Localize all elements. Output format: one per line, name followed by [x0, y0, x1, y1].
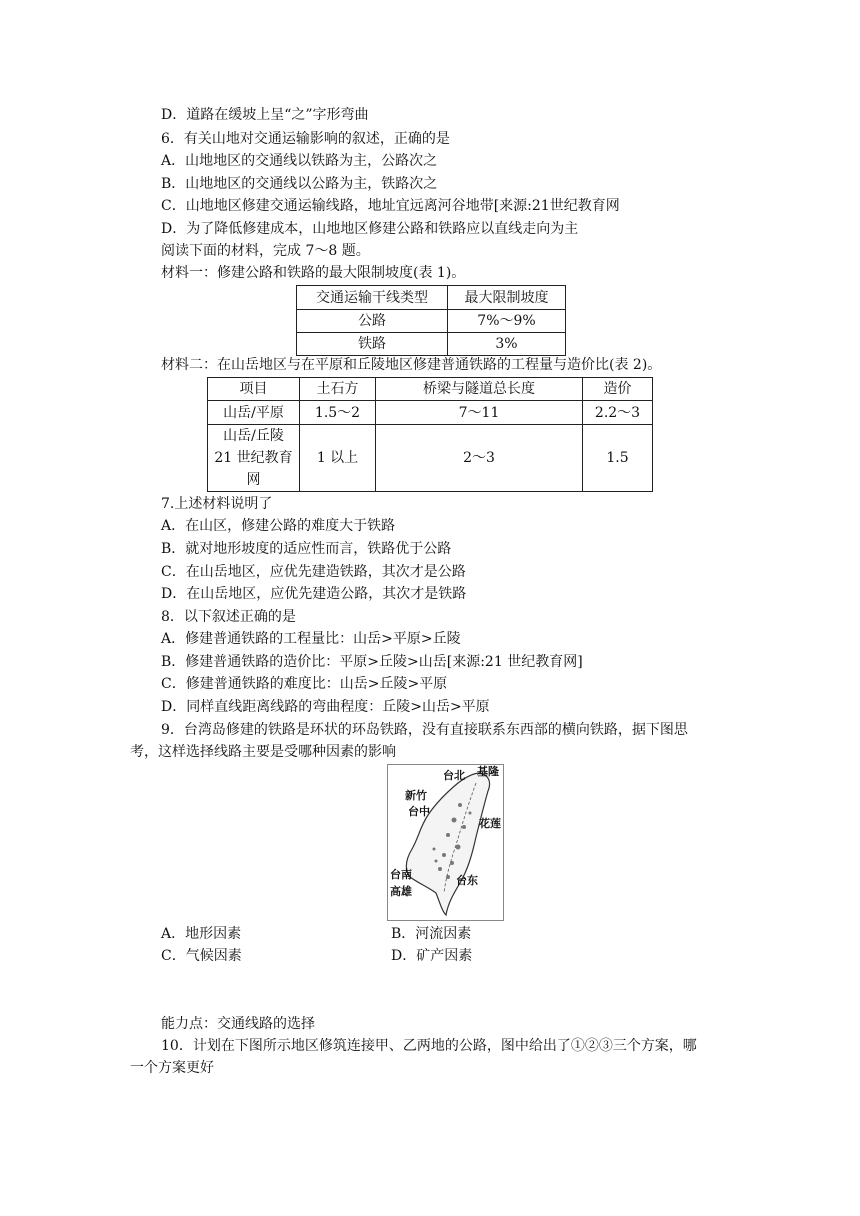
table-header-cell: 造价	[583, 378, 653, 401]
material-2-caption: 材料二：在山岳地区与在平原和丘陵地区修建普通铁路的工程量与造价比(表 2)。	[161, 357, 662, 373]
question-6-option-a: A．山地地区的交通线以铁路为主，公路次之	[161, 153, 438, 169]
question-10-stem-line-1: 10．计划在下图所示地区修筑连接甲、乙两地的公路，图中给出了①②③三个方案，哪	[161, 1038, 697, 1054]
table-header-cell: 桥梁与隧道总长度	[376, 378, 583, 401]
question-8-stem: 8．以下叙述正确的是	[161, 609, 296, 625]
question-8-option-d: D．同样直线距离线路的弯曲程度：丘陵>山岳>平原	[161, 699, 490, 715]
question-8-option-a: A．修建普通铁路的工程量比：山岳>平原>丘陵	[161, 631, 461, 647]
map-label-taidong: 台东	[456, 874, 478, 887]
question-7-option-a: A．在山区，修建公路的难度大于铁路	[161, 518, 396, 534]
table-cell: 1.5～2	[300, 401, 376, 425]
cell-line: 山岳/丘陵	[223, 428, 284, 444]
table-row	[297, 286, 566, 310]
map-label-taizhong: 台中	[408, 805, 430, 818]
table-row	[208, 425, 653, 492]
table-header-cell: 项目	[208, 378, 300, 401]
question-9-option-c: C．气候因素	[161, 948, 242, 964]
map-label-xinzhu: 新竹	[405, 789, 427, 802]
taiwan-map	[387, 764, 504, 921]
question-8-option-b: B．修建普通铁路的造价比：平原>丘陵>山岳[来源:21 世纪教育网]	[161, 654, 583, 670]
section-heading: 能力点：交通线路的选择	[161, 1016, 315, 1032]
table-cell: 铁路	[297, 333, 448, 356]
question-6-option-b: B．山地地区的交通线以公路为主，铁路次之	[161, 176, 438, 192]
table-row	[208, 378, 653, 401]
map-label-hualian: 花莲	[479, 817, 501, 830]
question-5-option-d: D．道路在缓坡上呈“之”字形弯曲	[161, 107, 369, 123]
table-cell: 2.2～3	[583, 401, 653, 425]
cell-line: 网	[246, 472, 261, 488]
table-2-cost-ratio	[207, 377, 653, 492]
question-9-stem-line-1: 9．台湾岛修建的铁路是环状的环岛铁路，没有直接联系东西部的横向铁路，据下图思	[161, 722, 688, 738]
table-cell: 2～3	[376, 425, 583, 492]
table-cell: 7～11	[376, 401, 583, 425]
table-row	[297, 333, 566, 356]
question-8-option-c: C．修建普通铁路的难度比：山岳>丘陵>平原	[161, 676, 448, 692]
question-7-option-b: B．就对地形坡度的适应性而言，铁路优于公路	[161, 541, 452, 557]
reading-intro: 阅读下面的材料，完成 7～8 题。	[161, 243, 370, 259]
table-cell: 山岳/平原	[208, 401, 300, 425]
question-9-option-a: A．地形因素	[161, 926, 242, 942]
table-cell: 1 以上	[300, 425, 376, 492]
table-row	[208, 401, 653, 425]
question-9-option-b: B．河流因素	[391, 926, 472, 942]
table-cell: 公路	[297, 310, 448, 333]
table-cell	[208, 425, 300, 492]
map-label-tainan: 台南	[390, 868, 412, 881]
table-cell: 1.5	[583, 425, 653, 492]
table-row	[297, 310, 566, 333]
question-7-stem: 7.上述材料说明了	[161, 496, 273, 512]
question-9-option-d: D．矿产因素	[391, 948, 473, 964]
material-1-caption: 材料一：修建公路和铁路的最大限制坡度(表 1)。	[161, 265, 466, 281]
question-9-stem-line-2: 考，这样选择线路主要是受哪种因素的影响	[130, 744, 396, 760]
question-10-stem-line-2: 一个方案更好	[130, 1060, 214, 1076]
table-header-cell: 交通运输干线类型	[297, 286, 448, 310]
table-cell: 7%～9%	[448, 310, 566, 333]
question-6-option-d: D．为了降低修建成本，山地地区修建公路和铁路应以直线走向为主	[161, 221, 579, 237]
table-1-slope-limits	[296, 285, 566, 356]
table-cell: 3%	[448, 333, 566, 356]
table-header-cell: 最大限制坡度	[448, 286, 566, 310]
cell-line: 21 世纪教育	[214, 450, 293, 466]
question-7-option-c: C．在山岳地区，应优先建造铁路，其次才是公路	[161, 564, 466, 580]
map-label-jilong: 基隆	[477, 765, 499, 778]
question-6-stem: 6．有关山地对交通运输影响的叙述，正确的是	[161, 131, 450, 147]
question-7-option-d: D．在山岳地区，应优先建造公路，其次才是铁路	[161, 586, 467, 602]
map-label-taibei: 台北	[443, 769, 465, 782]
map-label-gaoxiong: 高雄	[390, 885, 412, 898]
question-6-option-c: C．山地地区修建交通运输线路，地址宜远离河谷地带[来源:21世纪教育网	[161, 198, 620, 214]
table-header-cell: 土石方	[300, 378, 376, 401]
